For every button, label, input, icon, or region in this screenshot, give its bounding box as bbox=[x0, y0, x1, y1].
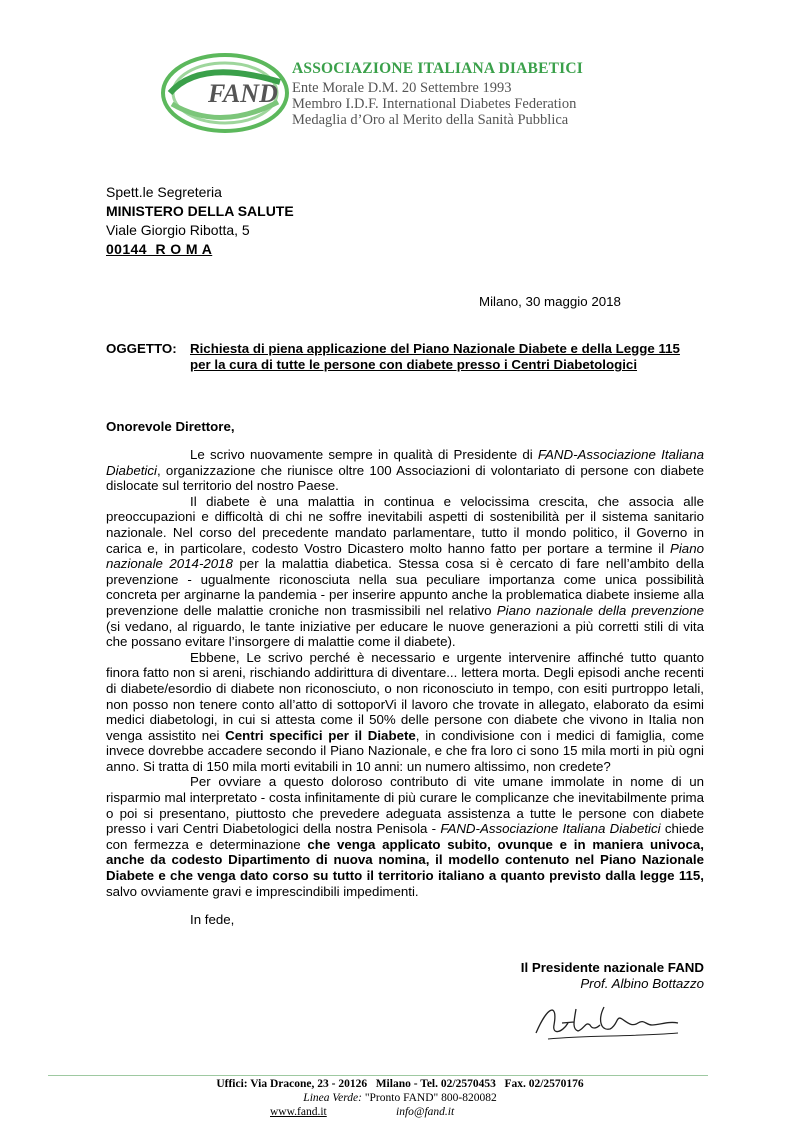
org-line-3: Medaglia d’Oro al Merito della Sanità Pubblica bbox=[292, 112, 569, 128]
salutation: Onorevole Direttore, bbox=[106, 419, 235, 434]
green-line-value: "Pronto FAND" 800-820082 bbox=[361, 1092, 497, 1104]
footer-green-line bbox=[0, 1092, 800, 1104]
paragraph-3: Ebbene, Le scrivo perché è necessario e urgente intervenire affinché tutto quanto finora fatto non si areni, rischiando addirittura di diventare... lettera morta. Degli episodi anche recenti di diabete/esordio di diabete non riconosciuto, o non riconosciuto in tempo, con esiti purtroppo letali, non posso non tenere conto all’atto di sottoporVi il lavoro che trovate in allegato, elaborato da esimi medici diabetologi, in cui si attesta come il 50% delle persone con diabete che vivono in Italia non venga assistito nei Centri specifici per il Diabete, in condivisione con i medici di famiglia, come invece dovrebbe accadere secondo il Piano Nazionale, e che fra loro ci sono 15 mila morti in più ogni anno. Si tratta di 150 mila morti evitabili in 10 anni: un numero altissimo, non credete? bbox=[106, 649, 704, 774]
footer-divider bbox=[48, 1075, 708, 1076]
recipient-line-3: Viale Giorgio Ribotta, 5 bbox=[106, 222, 250, 238]
paragraph-1: Le scrivo nuovamente sempre in qualità di Presidente di FAND-Associazione Italiana Diabetici, organizzazione che riunisce oltre 100 Associazioni di volontariato di persone con diabete dislocate sul territorio del nostro Paese. bbox=[106, 447, 704, 494]
subject-line-2: per la cura di tutte le persone con diabete presso i Centri Diabetologici bbox=[190, 357, 638, 372]
paragraph-4: Per ovviare a questo doloroso contributo di vite umane immolate in nome di un risparmio mal interpretato - costa infinitamente di più curare le complicanze che inevitabilmente prima o poi si presentano, piuttosto che prevedere adeguata assistenza a tutte le persone con diabete presso i vari Centri Diabetologici della nostra Penisola - FAND-Associazione Italiana Diabetici chiede con fermezza e determinazione che venga applicato subito, ovunque e in maniera univoca, anche da codesto Dipartimento di nuova nomina, il modello contenuto nel Piano Nazionale Diabete e che venga dato corso su tutto il territorio italiano a quanto previsto dalla legge 115, salvo ovviamente gravi e imprescindibili impedimenti. bbox=[106, 774, 705, 899]
paragraph-2: Il diabete è una malattia in continua e velocissima crescita, che associa alle preoccupazioni e difficoltà di chi ne soffre inevitabili aspetti di sostenibilità per il sistema sanitario nazionale. Nel corso del precedente mandato parlamentare, tutto il mondo politico, il Governo in carica e, in particolare, codesto Vostro Dicastero molto hanno fatto per portare a termine il Piano nazionale 2014-2018 per la malattia diabetica. Stessa cosa si è cercato di fare nell’ambito della prevenzione - ugualmente riconosciuta nella sua peculiare importanza come unica possibilità concreta per arginarne la pandemia - per inserire appunto anche la problematica diabete insieme alla prevenzione delle malattie croniche non trasmissibili nel relativo Piano nazionale della prevenzione (si vedano, al riguardo, le tante iniziative per educare le nuove generazioni a più corretti stili di vita che possano evitare l’insorgere di malattie come il diabete). bbox=[106, 493, 704, 650]
subject-line-1: Richiesta di piena applicazione del Piano Nazionale Diabete e della Legge 115 bbox=[190, 341, 680, 356]
handwritten-signature bbox=[528, 995, 688, 1045]
org-name: ASSOCIAZIONE ITALIANA DIABETICI bbox=[292, 60, 584, 77]
recipient-line-1: Spett.le Segreteria bbox=[106, 184, 222, 200]
fand-logo bbox=[160, 52, 290, 134]
website-link[interactable]: www.fand.it bbox=[270, 1106, 327, 1118]
signatory-title: Il Presidente nazionale FAND bbox=[520, 960, 704, 975]
letter-date: Milano, 30 maggio 2018 bbox=[479, 294, 621, 309]
footer-address: Uffici: Via Dracone, 23 - 20126 Milano - Tel. 02/2570453 Fax. 02/2570176 bbox=[216, 1078, 584, 1090]
letter-body bbox=[106, 447, 704, 899]
green-line-label: Linea Verde: bbox=[303, 1092, 362, 1104]
recipient-line-4: 00144 R O M A bbox=[106, 241, 213, 257]
subject-label: OGGETTO: bbox=[106, 341, 177, 356]
email-link[interactable]: info@fand.it bbox=[396, 1106, 455, 1118]
org-line-1: Ente Morale D.M. 20 Settembre 1993 bbox=[292, 80, 512, 96]
recipient-line-2: MINISTERO DELLA SALUTE bbox=[106, 203, 294, 219]
closing: In fede, bbox=[190, 912, 235, 927]
logo-text: FAND bbox=[208, 79, 278, 108]
signatory-name: Prof. Albino Bottazzo bbox=[580, 976, 704, 991]
org-line-2: Membro I.D.F. International Diabetes Federation bbox=[292, 96, 577, 112]
